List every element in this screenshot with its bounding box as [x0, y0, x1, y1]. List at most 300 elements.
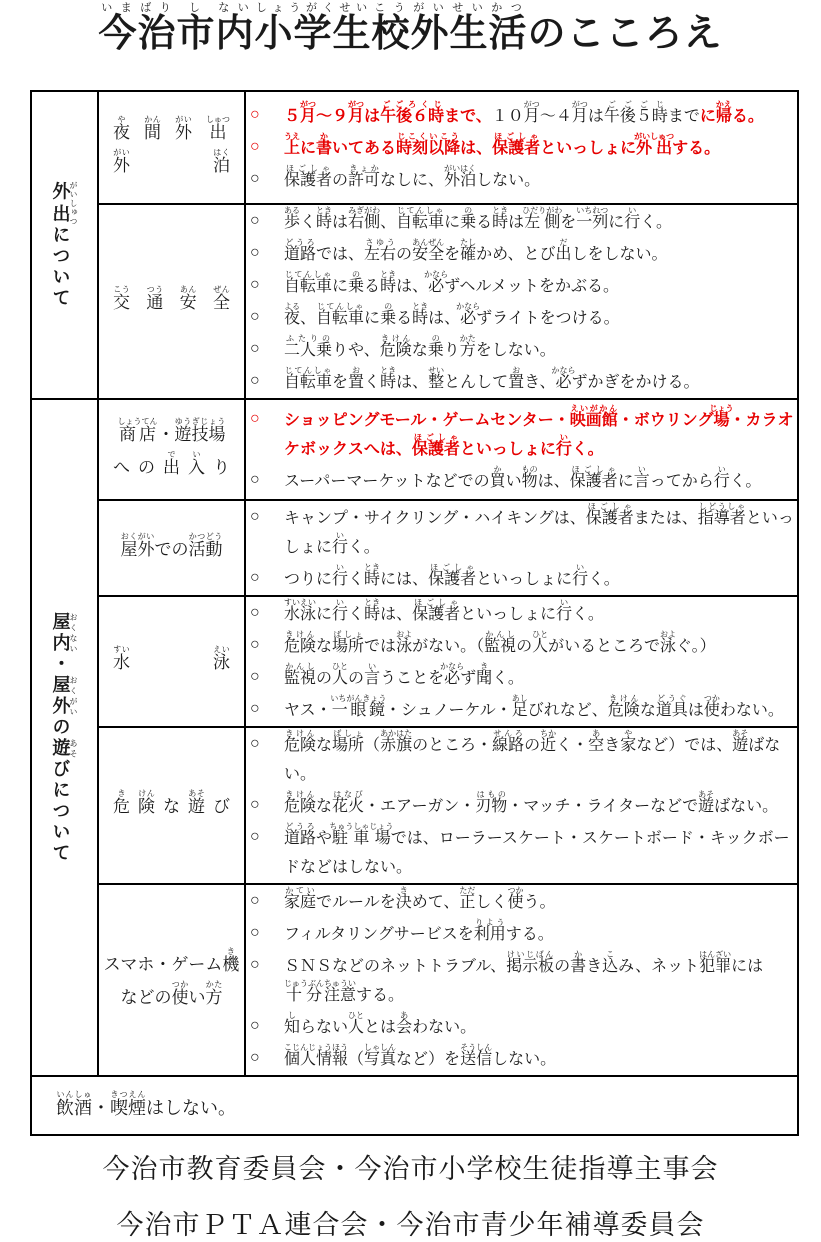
text-segment: 危険きけん — [607, 694, 640, 719]
rule-item — [246, 1043, 797, 1074]
text-segment: ショッピングモール・ゲームセンター・ — [284, 411, 570, 429]
row-header — [98, 596, 245, 727]
text-segment: 道路どうろ — [284, 822, 317, 847]
text-segment: 遊技場ゆうぎじょう — [174, 416, 226, 444]
table-row — [31, 399, 798, 500]
content-cell — [245, 399, 798, 500]
text-segment: 時とき — [316, 206, 333, 231]
rule-item — [246, 334, 797, 365]
rule-text — [284, 630, 716, 655]
text-segment: 小学生しょうがくせい — [254, 2, 372, 55]
text-segment: 犯罪はんざい — [699, 950, 732, 975]
rule-text — [284, 790, 779, 815]
text-segment: に — [608, 214, 625, 231]
text-segment: は — [508, 214, 525, 231]
table-row — [31, 204, 798, 399]
text-segment: 遊あそ — [188, 789, 205, 816]
rule-item — [246, 822, 797, 882]
text-segment: など）では、 — [636, 737, 733, 754]
text-segment: 指導者しどうしゃ — [697, 502, 746, 527]
text-segment: 自転車じてんしゃ — [284, 366, 333, 391]
text-segment: の — [516, 638, 533, 655]
title-block — [0, 0, 821, 90]
text-segment: に — [316, 606, 333, 623]
text-segment: など）を — [396, 1051, 461, 1068]
text-segment: や — [316, 830, 333, 847]
text-segment: 午後５時ごごごじ — [603, 100, 668, 125]
text-segment: 交こう — [113, 285, 130, 312]
text-segment: スーパーマーケットなどでの — [284, 472, 490, 490]
table-row — [31, 1076, 798, 1135]
text-segment: 保護者ほごしゃ — [411, 432, 460, 458]
text-segment: 危険きけん — [284, 630, 317, 655]
text-segment: 全ぜん — [212, 285, 230, 312]
circle-marker: ○ — [250, 828, 260, 845]
text-segment: 置お — [508, 366, 525, 391]
text-segment: な — [316, 638, 333, 655]
text-segment: ・マッチ・ライターなどで — [507, 798, 699, 815]
text-segment: く。 — [640, 214, 672, 231]
row-header-line — [99, 450, 244, 483]
text-segment: 一眼鏡いちがんきょう — [330, 694, 387, 719]
row-header-line — [99, 980, 244, 1013]
text-segment: 方かた — [459, 334, 476, 359]
text-segment: 出しゅつ — [206, 114, 230, 142]
rule-item — [246, 238, 797, 269]
text-segment: といっしょに — [460, 606, 557, 623]
text-segment: 時とき — [364, 563, 381, 588]
text-segment: く — [348, 571, 365, 588]
rule-text — [284, 302, 620, 327]
circle-marker: ○ — [250, 668, 260, 685]
text-segment: 商店しょうてん — [117, 416, 158, 444]
circle-marker: ○ — [250, 470, 260, 488]
text-segment: 必かなら — [551, 366, 576, 391]
rule-item — [246, 630, 797, 661]
page-title — [98, 2, 722, 58]
text-segment: などの — [120, 988, 172, 1007]
text-segment: は — [687, 702, 704, 719]
text-segment: する。 — [505, 926, 554, 943]
text-segment: をしない。 — [475, 342, 556, 359]
text-segment: 方かた — [205, 980, 223, 1007]
text-segment: 買か — [489, 464, 506, 490]
text-segment: は、 — [537, 472, 570, 490]
text-segment: 歩ある — [284, 206, 301, 231]
text-segment: がない。（ — [412, 638, 485, 655]
no-drinking-smoking-rule — [31, 1076, 798, 1135]
text-segment: めて、 — [411, 894, 460, 911]
text-segment: 校外こうがい — [371, 2, 450, 55]
text-segment: 十分じゅうぶん — [284, 979, 324, 1004]
rule-text — [284, 598, 604, 623]
text-segment: 近ちか — [540, 729, 557, 754]
text-segment: 家や — [620, 729, 637, 754]
text-segment: 場所ばしょ — [332, 729, 365, 754]
rule-text — [284, 729, 781, 783]
text-segment: 込こ — [602, 950, 619, 975]
table-row — [31, 91, 798, 204]
rule-item — [246, 918, 797, 949]
text-segment: 人ひと — [332, 662, 349, 687]
rule-item — [246, 270, 797, 301]
text-segment: 花火はなび — [332, 790, 365, 815]
text-segment: 泊はく — [213, 147, 230, 175]
text-segment: み、ネット — [618, 958, 700, 975]
text-segment: 行い — [556, 598, 573, 623]
text-segment: 時とき — [380, 366, 397, 391]
text-segment: 言い — [364, 662, 381, 687]
rules-table-body — [31, 91, 798, 1135]
table-row — [31, 596, 798, 727]
text-segment: 出で — [163, 449, 180, 477]
row-header-line — [99, 947, 244, 980]
text-segment: はしない。 — [146, 1097, 236, 1118]
text-segment: へ — [113, 457, 130, 477]
text-segment: 危険きけん — [284, 729, 317, 754]
text-segment: る — [364, 278, 381, 295]
row-header-line — [99, 115, 244, 148]
text-segment: ・ — [92, 1097, 110, 1118]
text-segment: ・エアーガン・ — [364, 798, 476, 815]
text-segment: では — [364, 638, 397, 655]
text-segment: ・ — [50, 653, 71, 675]
text-segment: な — [639, 702, 656, 719]
circle-marker: ○ — [250, 276, 260, 293]
text-segment: は、 — [460, 140, 493, 157]
text-segment: には — [731, 958, 764, 975]
text-segment: 危険きけん — [284, 790, 317, 815]
footer — [0, 1152, 821, 1242]
text-segment: 乗の — [380, 302, 397, 327]
rule-text — [284, 1043, 557, 1068]
rule-text — [284, 132, 721, 157]
text-segment: 足あし — [511, 694, 528, 719]
text-segment: ・ボウリング — [617, 411, 714, 429]
rule-text — [284, 334, 556, 359]
text-segment: 保護者ほごしゃ — [492, 132, 541, 157]
circle-marker: ○ — [250, 409, 260, 427]
rule-text — [284, 662, 524, 687]
circle-marker: ○ — [250, 569, 260, 586]
text-segment: 決き — [395, 886, 412, 911]
circle-marker: ○ — [250, 340, 260, 357]
text-segment: な — [316, 737, 333, 754]
text-segment: 道路どうろ — [284, 238, 317, 263]
text-segment: １０ — [491, 108, 524, 125]
rule-text — [284, 403, 794, 458]
row-header — [98, 399, 245, 500]
text-segment: しをしない。 — [571, 246, 668, 263]
text-segment: 険けん — [138, 789, 155, 816]
circle-marker: ○ — [250, 212, 260, 229]
text-segment: 空あ — [588, 729, 605, 754]
text-segment: 喫煙きつえん — [110, 1089, 146, 1118]
text-segment: 帰かえ — [715, 100, 732, 125]
text-segment: とんして — [444, 374, 509, 391]
text-segment: は、 — [428, 310, 461, 327]
text-segment: 月がつ — [348, 100, 365, 125]
text-segment: 自転車じてんしゃ — [396, 206, 445, 231]
text-segment: 乗の — [460, 206, 477, 231]
text-segment: 会あ — [396, 1011, 413, 1036]
rule-text — [284, 694, 784, 719]
text-segment: 安あん — [179, 285, 197, 312]
text-segment: といっしょに — [284, 510, 794, 556]
text-segment: は、 — [396, 374, 429, 391]
text-segment: 機き — [222, 947, 240, 974]
rule-text — [284, 886, 556, 911]
text-segment: 家庭かてい — [284, 886, 317, 911]
text-segment: キャンプ・サイクリング・ハイキングは、 — [284, 510, 586, 527]
table-row — [31, 500, 798, 596]
row-header — [98, 500, 245, 596]
text-segment: 時とき — [364, 598, 381, 623]
text-segment: く。 — [729, 472, 762, 490]
text-segment: しない。 — [492, 1051, 557, 1068]
text-segment: 左側ひだりがわ — [522, 206, 563, 231]
text-segment: 泳えい — [213, 645, 230, 672]
text-segment: 時とき — [380, 270, 397, 295]
text-segment: 掲示板けいじばん — [506, 950, 555, 975]
rule-item — [246, 790, 797, 821]
rule-item — [246, 598, 797, 629]
text-segment: 水すい — [113, 645, 130, 672]
row-header-line — [99, 645, 244, 678]
text-segment: の — [524, 737, 541, 754]
circle-marker: ○ — [250, 308, 260, 325]
text-segment: き — [586, 958, 603, 975]
text-segment: 通つう — [146, 285, 164, 312]
group-header-vertical-text — [52, 612, 78, 864]
text-segment: 泳およ — [659, 630, 676, 655]
text-segment: は、 — [396, 278, 429, 295]
text-segment: び — [213, 797, 230, 816]
text-segment: な — [163, 797, 180, 816]
text-segment: は — [332, 214, 349, 231]
text-segment: 内ない — [215, 2, 255, 55]
text-segment: まで — [667, 108, 700, 125]
text-segment: ずヘルメットをかぶる。 — [444, 278, 619, 295]
text-segment: り — [213, 457, 230, 477]
text-segment: のところ・ — [412, 737, 493, 754]
text-segment: ぐ。） — [676, 638, 716, 655]
text-segment: 許可きょか — [348, 164, 381, 189]
text-segment: い — [188, 988, 206, 1007]
row-header-line — [99, 532, 244, 565]
text-segment: りや、 — [332, 342, 380, 359]
text-segment: り — [443, 342, 460, 359]
text-segment: 遊あそ — [698, 790, 715, 815]
text-segment: く — [348, 606, 365, 623]
text-segment: 正ただ — [459, 886, 476, 911]
text-segment: 二人乗ふたりの — [284, 334, 333, 359]
text-segment: 物もの — [521, 464, 538, 490]
text-segment: に — [300, 140, 317, 157]
text-segment: うことを — [380, 670, 445, 687]
text-segment: 夜よる — [284, 302, 301, 327]
text-segment: 外出がいしゅつ — [50, 180, 78, 226]
text-segment: ずかぎをかける。 — [571, 374, 700, 391]
text-segment: 午後６時ごごろくじ — [380, 100, 445, 125]
text-segment: には、 — [380, 571, 429, 588]
row-header-line — [99, 148, 244, 181]
text-segment: に — [617, 472, 634, 490]
text-segment: 整せい — [428, 366, 445, 391]
footer-organizations-line2: 今治市ＰＴＡ連合会・今治市青少年補導委員会 — [116, 1210, 705, 1240]
group-header-going-out — [31, 91, 98, 399]
text-segment: でルールを — [316, 894, 396, 911]
text-segment: ず — [460, 670, 477, 687]
text-segment: の — [138, 457, 155, 477]
text-segment: 人ひと — [348, 1011, 365, 1036]
text-segment: に — [699, 108, 716, 125]
text-segment: の — [50, 716, 71, 738]
footer-organizations-line1: 今治市教育委員会・今治市小学校生徒指導主事会 — [102, 1154, 719, 1184]
text-segment: 保護者ほごしゃ — [428, 563, 477, 588]
table-row — [31, 727, 798, 884]
text-segment: き、 — [524, 374, 556, 391]
text-segment: 泳およ — [396, 630, 413, 655]
text-segment: 間かん — [144, 114, 161, 142]
text-segment: 遊あそ — [50, 737, 78, 759]
rule-item — [246, 662, 797, 693]
text-segment: （ — [348, 1051, 365, 1068]
text-segment: 道具どうぐ — [655, 694, 688, 719]
text-segment: 右側みぎがわ — [348, 206, 381, 231]
text-segment: スマホ・ゲーム — [103, 955, 223, 974]
text-segment: 屋外おくがい — [120, 531, 155, 559]
text-segment: 夜や — [113, 114, 130, 142]
text-segment: といっしょに — [476, 571, 573, 588]
text-segment: かめ、とび — [476, 246, 556, 263]
text-segment: る。 — [731, 108, 764, 125]
row-header — [98, 727, 245, 884]
text-segment: わない。 — [719, 702, 784, 719]
text-segment: 確たし — [460, 238, 477, 263]
text-segment: 左右さゆう — [364, 238, 397, 263]
rule-text — [284, 563, 620, 588]
text-segment: く。 — [572, 606, 604, 623]
text-segment: く — [300, 214, 317, 231]
rule-text — [284, 918, 554, 943]
circle-marker: ○ — [250, 892, 260, 909]
rule-item — [246, 302, 797, 333]
text-segment: ・ — [157, 424, 175, 444]
circle-marker: ○ — [250, 170, 260, 187]
text-segment: びについて — [50, 758, 71, 864]
text-segment: は — [587, 108, 604, 125]
text-segment: き — [604, 737, 621, 754]
rule-text — [284, 464, 762, 490]
text-segment: 外がい — [113, 147, 130, 175]
rule-text — [284, 164, 541, 189]
text-segment: 活動かつどう — [188, 531, 223, 559]
text-segment: では、ローラースケート・スケートボード・キックボードなどはしない。 — [284, 830, 790, 876]
text-segment: 写真しゃしん — [364, 1043, 397, 1068]
rule-item — [246, 404, 797, 464]
text-segment: な — [411, 342, 428, 359]
rule-item — [246, 366, 797, 397]
text-segment: を — [332, 374, 349, 391]
rule-item — [246, 1011, 797, 1042]
circle-marker: ○ — [250, 924, 260, 941]
text-segment: る — [396, 310, 413, 327]
text-segment: 時とき — [492, 206, 509, 231]
text-segment: 危き — [113, 789, 130, 816]
content-cell — [245, 727, 798, 884]
text-segment: 使つか — [171, 980, 189, 1007]
text-segment: しない。 — [476, 172, 541, 189]
text-segment: いてある — [332, 140, 397, 157]
text-segment: のこころえ — [527, 13, 723, 55]
text-segment: く。 — [348, 539, 380, 556]
text-segment: の — [332, 172, 349, 189]
text-segment: を — [444, 246, 461, 263]
text-segment: 入い — [188, 449, 205, 477]
text-segment: 保護者ほごしゃ — [585, 502, 634, 527]
text-segment: に — [332, 278, 349, 295]
text-segment: 駐車場ちゅうしゃじょう — [329, 822, 394, 847]
table-row — [31, 884, 798, 1076]
text-segment: 屋外おくがい — [50, 674, 78, 717]
text-segment: 外泊がいはく — [444, 164, 477, 189]
rule-text — [284, 950, 764, 1004]
rule-item — [246, 465, 797, 496]
content-cell — [245, 91, 798, 204]
text-segment: 必かなら — [424, 270, 449, 295]
text-segment: 必かなら — [456, 302, 481, 327]
text-segment: 安全あんぜん — [412, 238, 445, 263]
text-segment: 場所ばしょ — [332, 630, 365, 655]
rule-item — [246, 950, 797, 1010]
rule-item — [246, 729, 797, 789]
text-segment: に — [444, 214, 461, 231]
text-segment: 外出がいしゅつ — [634, 132, 675, 157]
text-segment: 置お — [348, 366, 365, 391]
text-segment: く — [364, 374, 381, 391]
rule-item — [246, 132, 797, 163]
text-segment: 書か — [570, 950, 587, 975]
text-segment: ばない。 — [714, 798, 779, 815]
text-segment: の — [316, 670, 333, 687]
text-segment: 保護者ほごしゃ — [412, 598, 461, 623]
text-segment: フィルタリングサービスを — [284, 926, 474, 943]
text-segment: く。 — [492, 670, 524, 687]
row-header — [98, 91, 245, 204]
text-segment: 保護者ほごしゃ — [569, 464, 618, 490]
text-segment: らない — [300, 1019, 349, 1036]
text-segment: 、 — [380, 214, 397, 231]
circle-marker: ○ — [250, 700, 260, 717]
row-header-line — [99, 285, 244, 318]
text-segment: 場じょう — [709, 403, 734, 429]
rules-table — [30, 90, 799, 1136]
text-segment: 書か — [316, 132, 333, 157]
text-segment: 自転車じてんしゃ — [316, 302, 365, 327]
circle-marker: ○ — [250, 956, 260, 973]
text-segment: 線路せんろ — [492, 729, 525, 754]
content-cell — [245, 884, 798, 1076]
text-segment: 時とき — [412, 302, 429, 327]
text-segment: 、 — [300, 310, 317, 327]
text-segment: な — [316, 798, 333, 815]
text-segment: 行い — [624, 206, 641, 231]
text-segment: 出だ — [555, 238, 572, 263]
text-segment: 行い — [332, 531, 349, 556]
text-segment: る — [476, 214, 493, 231]
text-segment: 言い — [633, 464, 650, 490]
